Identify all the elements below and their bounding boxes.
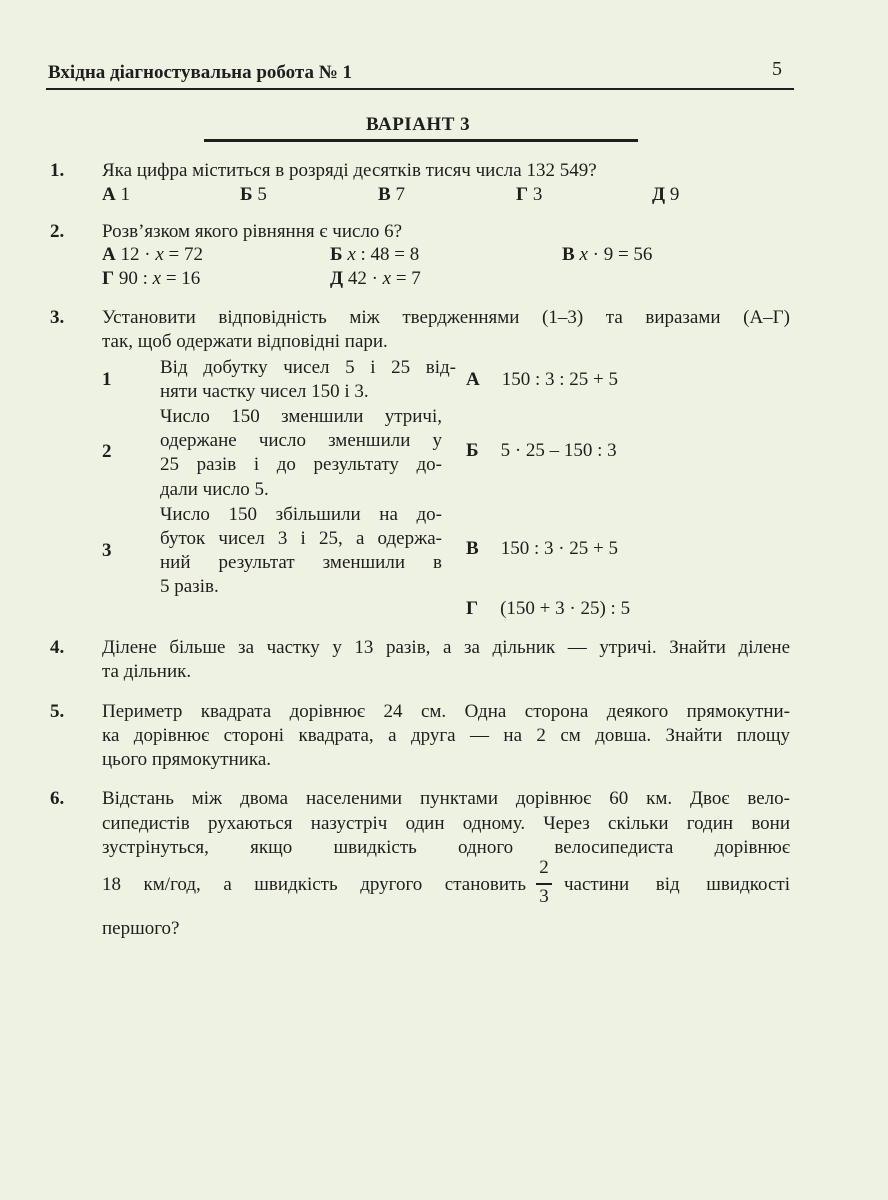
q5-line3: цього прямокутника. (102, 749, 272, 770)
q3-statement-2-line: дали число 5. (160, 479, 269, 500)
variant-title: ВАРІАНТ 3 (366, 114, 471, 135)
q3-statement-3-line: буток чисел 3 і 25, а одержа- (160, 528, 442, 549)
q3-statement-1-number: 1 (102, 369, 112, 390)
q6-number: 6. (50, 788, 65, 809)
q5-number: 5. (50, 701, 65, 722)
q2-option-a: А 12 · x = 72 (102, 244, 203, 265)
q1-option-g: Г 3 (516, 184, 543, 205)
q3-expression-a: А 150 : 3 : 25 + 5 (466, 369, 619, 390)
q4-line2: та дільник. (102, 661, 192, 682)
q6-line5: першого? (102, 918, 180, 939)
q1-option-a: А 1 (102, 184, 130, 205)
q4-number: 4. (50, 637, 65, 658)
q3-statement-1-line: Від добутку чисел 5 і 25 від- (160, 357, 456, 378)
q3-expression-v: В 150 : 3 · 25 + 5 (466, 538, 619, 559)
q3-statement-1-line: няти частку чисел 150 і 3. (160, 381, 369, 402)
q3-statement-3-number: 3 (102, 540, 112, 561)
q6-line4-end: частини від швидкості (564, 874, 790, 895)
q2-option-v: В x · 9 = 56 (562, 244, 653, 265)
q2-option-g: Г 90 : x = 16 (102, 268, 201, 289)
q3-statement-2-line: Число 150 зменшили утричі, (160, 406, 442, 427)
header-title: Вхідна діагностувальна робота № 1 (48, 62, 353, 83)
q3-statement-2-line: 25 разів і до результату до- (160, 454, 442, 475)
q4-line1: Ділене більше за частку у 13 разів, а за дільник — утричі. Знайти ділене (102, 637, 790, 658)
q3-expression-b: Б 5 · 25 – 150 : 3 (466, 440, 617, 461)
variant-underline (204, 139, 638, 142)
q5-line2: ка дорівнює стороні квадрата, а друга — на 2 см довша. Знайти площу (102, 725, 790, 746)
q5-line1: Периметр квадрата дорівнює 24 см. Одна сторона деякого прямокутни- (102, 701, 790, 722)
fraction-numerator: 2 (539, 857, 549, 878)
q3-statement-2-line: одержане число зменшили у (160, 430, 442, 451)
q3-line1: Установити відповідність між твердженнями (1–3) та виразами (А–Г) (102, 307, 790, 328)
q3-statement-3-line: 5 разів. (160, 576, 219, 597)
q6-line4-start: 18 км/год, а швидкість другого становить (102, 874, 526, 895)
fraction-denominator: 3 (539, 886, 549, 907)
q3-statement-2-number: 2 (102, 441, 112, 462)
q1-option-v: В 7 (378, 184, 405, 205)
q3-statement-3-line: Число 150 збільшили на до- (160, 504, 442, 525)
fraction-bar (536, 883, 552, 885)
page-number: 5 (772, 58, 782, 80)
q2-option-d: Д 42 · x = 7 (330, 268, 421, 289)
q3-statement-3-line: ний результат зменшили в (160, 552, 442, 573)
q1-number: 1. (50, 160, 65, 181)
q2-text: Розв’язком якого рівняння є число 6? (102, 221, 403, 242)
header-divider (46, 88, 794, 90)
q3-number: 3. (50, 307, 65, 328)
q1-option-d: Д 9 (652, 184, 680, 205)
q3-expression-g: Г (150 + 3 · 25) : 5 (466, 598, 631, 619)
q6-line2: сипедистів рухаються назустріч один одному. Через скільки годин вони (102, 813, 790, 834)
q2-option-b: Б x : 48 = 8 (330, 244, 420, 265)
q2-number: 2. (50, 221, 65, 242)
q1-text: Яка цифра міститься в розряді десятків тисяч числа 132 549? (102, 160, 597, 181)
q3-line2: так, щоб одержати відповідні пари. (102, 331, 388, 352)
q1-option-b: Б 5 (240, 184, 267, 205)
q6-line3: зустрінуться, якщо швидкість одного велосипедиста дорівнює (102, 837, 790, 858)
q6-line1: Відстань між двома населеними пунктами дорівнює 60 км. Двоє вело- (102, 788, 790, 809)
